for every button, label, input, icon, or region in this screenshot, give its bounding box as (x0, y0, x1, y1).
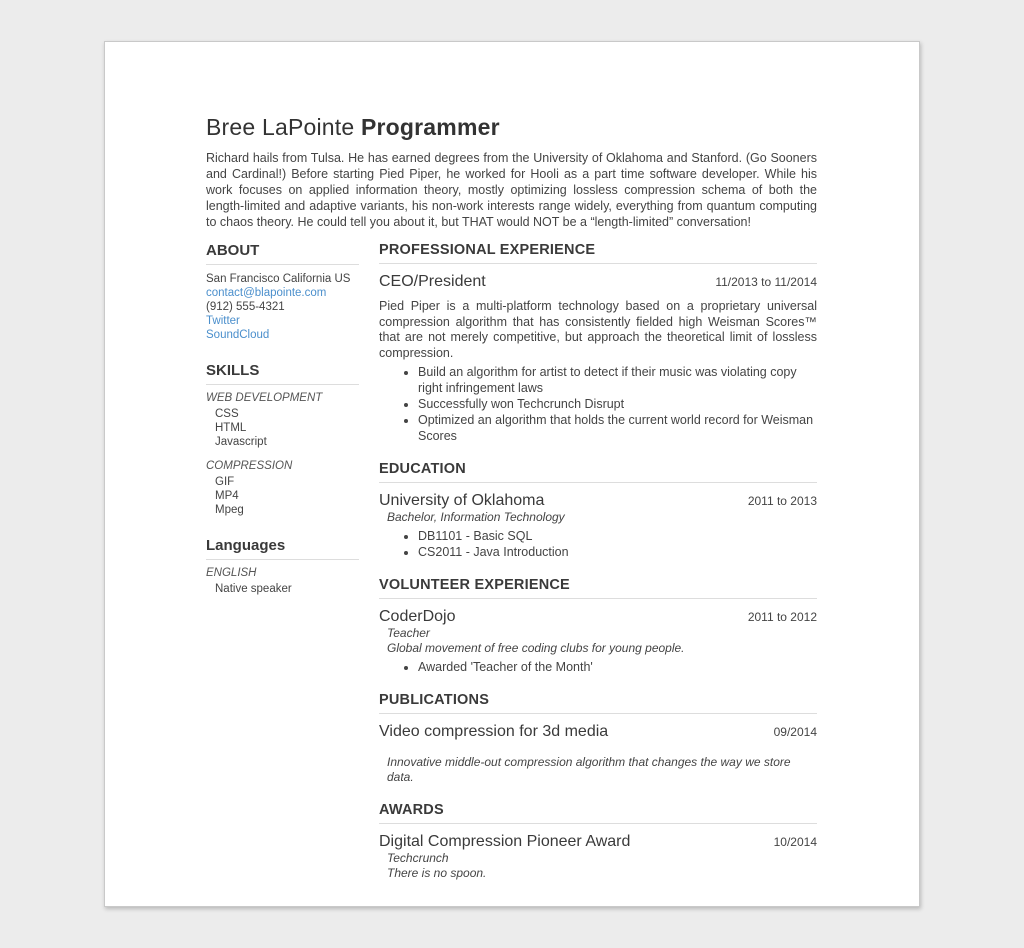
language-level: Native speaker (215, 583, 292, 595)
publication-description: Innovative middle-out compression algorithm that changes the way we store data. (387, 755, 791, 784)
volunteer-role: Teacher (387, 626, 430, 640)
person-job-title: Programmer (360, 114, 500, 140)
course-item: • DB1101 - Basic SQL (418, 528, 817, 544)
skill-items (206, 407, 359, 449)
job-achievements-list (379, 364, 817, 444)
skill-category-label: COMPRESSION (206, 460, 293, 472)
content-columns (206, 242, 817, 898)
achievement-item: • Successfully won Techcrunch Disrupt (418, 396, 817, 412)
skill-item: Javascript (215, 436, 267, 448)
professional-experience-section (379, 242, 817, 444)
skills-section (206, 362, 359, 517)
publications-heading: PUBLICATIONS (379, 692, 817, 714)
volunteer-date-range: 2011 to 2012 (747, 610, 817, 624)
about-heading: ABOUT (206, 242, 359, 265)
entry-header (379, 608, 817, 626)
awards-section (379, 802, 817, 881)
publications-section (379, 692, 817, 785)
degree-text: Bachelor, Information Technology (387, 510, 565, 524)
award-description: There is no spoon. (387, 866, 487, 880)
volunteer-achievements-list (379, 659, 817, 675)
about-list (206, 272, 359, 342)
sidebar (206, 242, 359, 616)
award-title: Digital Compression Pioneer Award (379, 833, 631, 850)
skill-item: Mpeg (215, 504, 244, 516)
summary-paragraph: Richard hails from Tulsa. He has earned degrees from the University of Oklahoma and Stanford. (Go Sooners and Cardinal!) Before starting Pied Piper, he worked for Hooli as a part time software developer. While his work focuses on applied information theory, mostly optimizing lossless compression schema of both the length-limited and adaptive variants, his non-work interests range widely, everything from quantum computing to chaos theory. He could tell you about it, but THAT would NOT be a “length-limited” conversation! (206, 151, 817, 229)
language-items (206, 582, 359, 596)
organization-name: CoderDojo (379, 608, 456, 625)
soundcloud-link[interactable]: SoundCloud (206, 329, 270, 341)
entry-header (379, 833, 817, 851)
page-title (206, 114, 817, 141)
languages-heading: Languages (206, 537, 359, 560)
volunteer-experience-heading: VOLUNTEER EXPERIENCE (379, 577, 817, 599)
skill-group-compression (206, 460, 359, 517)
course-item: • CS2011 - Java Introduction (418, 544, 817, 560)
skill-items (206, 475, 359, 517)
about-section (206, 242, 359, 342)
achievement-item: • Build an algorithm for artist to detect if their music was violating copy right infringement laws (418, 364, 817, 396)
skill-item: CSS (215, 408, 239, 420)
education-section (379, 461, 817, 560)
phone-text: (912) 555-4321 (206, 301, 285, 313)
entry-header (379, 723, 817, 741)
award-issuer: Techcrunch (387, 851, 449, 865)
person-name: Bree LaPointe (206, 114, 361, 140)
organization-description: Global movement of free coding clubs for young people. (387, 641, 685, 655)
education-heading: EDUCATION (379, 461, 817, 483)
entry-header (379, 492, 817, 510)
twitter-link[interactable]: Twitter (206, 315, 240, 327)
professional-experience-heading: PROFESSIONAL EXPERIENCE (379, 242, 817, 264)
resume-page (104, 41, 920, 907)
skill-category-label: WEB DEVELOPMENT (206, 392, 323, 404)
publication-date: 09/2014 (773, 725, 817, 739)
award-date: 10/2014 (773, 835, 817, 849)
skill-item: GIF (215, 476, 235, 488)
job-title: CEO/President (379, 273, 486, 290)
volunteer-experience-section (379, 577, 817, 675)
location-text: San Francisco California US (206, 273, 351, 285)
languages-section (206, 537, 359, 596)
language-group-english (206, 567, 359, 596)
skills-heading: SKILLS (206, 362, 359, 385)
skill-item: MP4 (215, 490, 239, 502)
achievement-item: • Optimized an algorithm that holds the current world record for Weisman Scores (418, 412, 817, 444)
publication-title: Video compression for 3d media (379, 723, 609, 740)
main-column (379, 242, 817, 898)
school-name: University of Oklahoma (379, 492, 545, 509)
achievement-item: • Awarded 'Teacher of the Month' (418, 659, 817, 675)
course-list (379, 528, 817, 560)
job-date-range: 11/2013 to 11/2014 (715, 275, 817, 289)
education-date-range: 2011 to 2013 (747, 494, 817, 508)
awards-heading: AWARDS (379, 802, 817, 824)
skill-item: HTML (215, 422, 247, 434)
entry-header (379, 273, 817, 291)
skill-group-web-development (206, 392, 359, 449)
email-link[interactable]: contact@blapointe.com (206, 287, 327, 299)
job-description: Pied Piper is a multi-platform technology based on a proprietary universal compression algorithm that has consistently fielded high Weisman Scores™ that are not merely competitive, but approach the theoretical limit of lossless compression. (379, 299, 817, 360)
language-name: ENGLISH (206, 567, 257, 579)
